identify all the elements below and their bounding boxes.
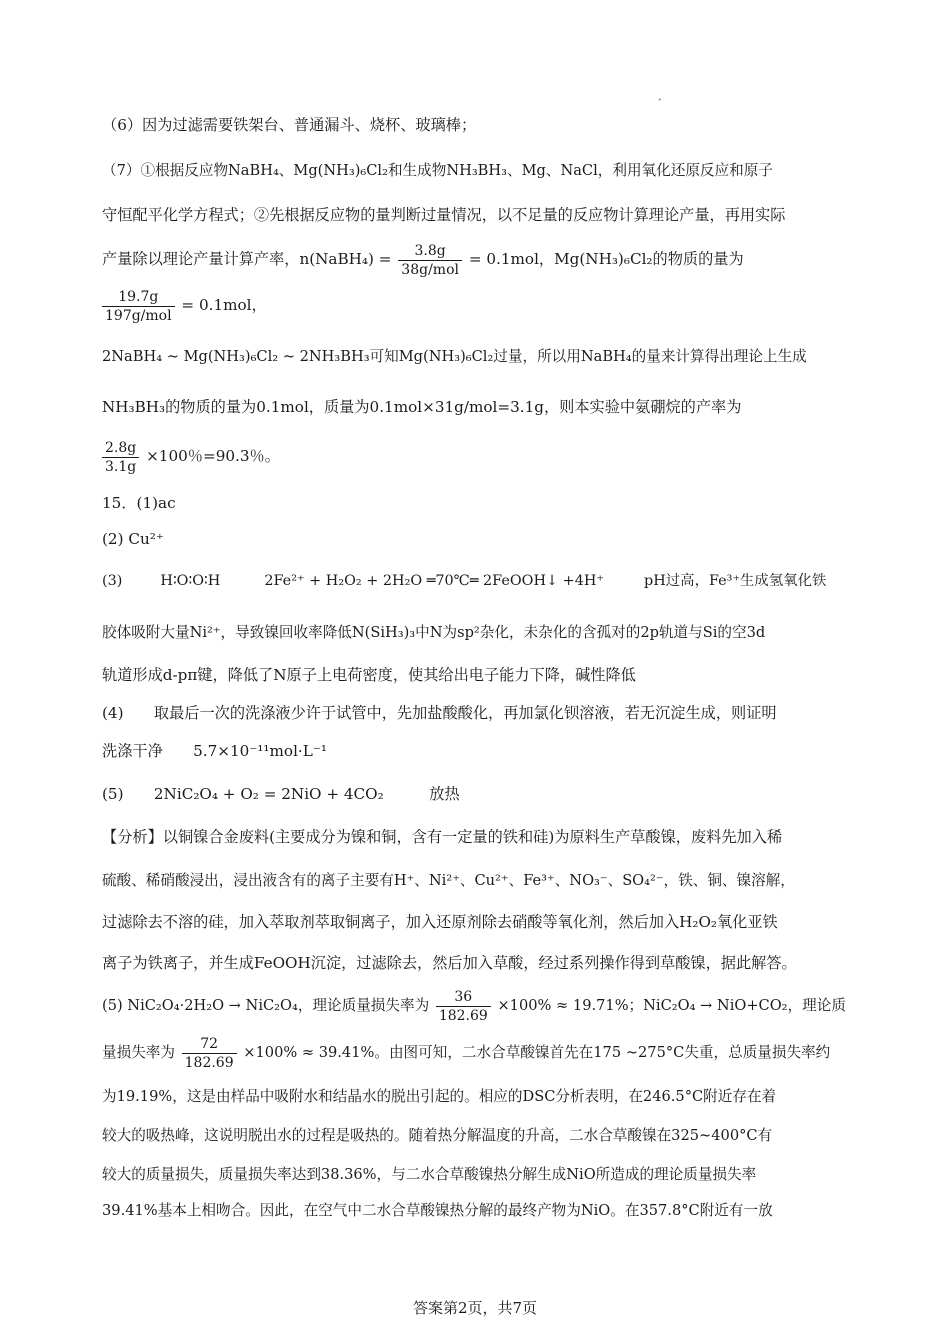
text-segment: = 0.1mol，Mg(NH₃)₆Cl₂的物质的量为 — [468, 250, 744, 268]
denominator: 38g/mol — [401, 261, 459, 278]
line-ratio: 2NaBH₄ ~ Mg(NH₃)₆Cl₂ ~ 2NH₃BH₃可知Mg(NH₃)₆Cl₂过量，所以用NaBH₄的量来计算得出理论上生成 — [102, 348, 807, 365]
analysis-3: 过滤除去不溶的硅，加入萃取剂萃取铜离子，加入还原剂除去硝酸等氧化剂，然后加入H₂O₂氧化亚铁 — [102, 913, 778, 931]
q15-3 — [102, 570, 850, 592]
analysis-7: 为19.19%，这是由样品中吸附水和结晶水的脱出引起的。相应的DSC分析表明，在246.5°C附近存在着 — [102, 1088, 777, 1105]
denominator: 197g/mol — [105, 307, 172, 324]
scan-dot: • — [658, 97, 662, 104]
line-mg-amount — [102, 284, 850, 326]
analysis-10: 39.41%基本上相吻合。因此，在空气中二水合草酸镍热分解的最终产物为NiO。在357.8°C附近有一放 — [102, 1202, 773, 1219]
analysis-9: 较大的质量损失，质量损失率达到38.36%，与二水合草酸镍热分解生成NiO所造成的理论质量损失率 — [102, 1166, 757, 1183]
numerator: 19.7g — [102, 288, 175, 307]
fraction — [102, 288, 175, 325]
q15-1: 15．(1)ac — [102, 494, 176, 512]
fraction — [102, 439, 139, 476]
analysis-5 — [102, 984, 850, 1028]
fraction — [398, 242, 462, 279]
denominator: 182.69 — [184, 1054, 234, 1071]
analysis-8: 较大的吸热峰，这说明脱出水的过程是吸热的。随着热分解温度的升高，二水合草酸镍在325~400°C有 — [102, 1127, 773, 1144]
denominator: 3.1g — [105, 458, 137, 475]
analysis-2: 硫酸、稀硝酸浸出，浸出液含有的离子主要有H⁺、Ni²⁺、Cu²⁺、Fe³⁺、NO₃⁻、SO₄²⁻，铁、铜、镍溶解， — [102, 872, 795, 889]
numerator: 2.8g — [102, 439, 139, 458]
numerator: 3.8g — [398, 242, 462, 261]
q15-3-cont2: 轨道形成d-pπ键，降低了N原子上电荷密度，使其给出电子能力下降，碱性降低 — [102, 666, 636, 684]
text-segment: ×100％=90.3％。 — [146, 447, 280, 465]
q15-3-cont: 胶体吸附大量Ni²⁺，导致镍回收率降低N(SiH₃)₃中N为sp²杂化，未杂化的含孤对的2p轨道与Si的空3d — [102, 624, 766, 641]
line-mass: NH₃BH₃的物质的量为0.1mol，质量为0.1mol×31g/mol=3.1g，则本实验中氨硼烷的产率为 — [102, 398, 742, 416]
q15-4-cont: 洗涤干净 5.7×10⁻¹¹mol·L⁻¹ — [102, 742, 327, 760]
text-segment: ×100% ≈ 39.41%。由图可知，二水合草酸镍首先在175 ~275°C失重，总质量损失率约 — [243, 1044, 831, 1061]
text-segment: = 0.1mol， — [181, 296, 267, 314]
analysis-1: 【分析】以铜镍合金废料(主要成分为镍和铜，含有一定量的铁和硅)为原料生产草酸镍，废料先加入稀 — [102, 828, 783, 846]
text-segment: (3) — [102, 573, 123, 589]
analysis-6 — [102, 1031, 850, 1075]
text-segment: ×100% ≈ 19.71%；NiC₂O₄ → NiO+CO₂，理论质 — [497, 997, 846, 1014]
numerator: 36 — [436, 988, 491, 1007]
q15-4: (4) 取最后一次的洗涤液少许于试管中，先加盐酸酸化，再加氯化钡溶液，若无沉淀生成，则证明 — [102, 704, 777, 722]
denominator: 182.69 — [438, 1007, 488, 1024]
page-footer: 答案第2页，共7页 — [412, 1299, 538, 1317]
equation: 2Fe²⁺ + H₂O₂ + 2H₂O ═70℃═ 2FeOOH↓ +4H⁺ — [264, 573, 605, 589]
analysis-4: 离子为铁离子，并生成FeOOH沉淀，过滤除去，然后加入草酸，经过系列操作得到草酸镍，据此解答。 — [102, 954, 797, 972]
fraction — [436, 988, 491, 1025]
text-segment: pH过高，Fe³⁺生成氢氧化铁 — [644, 573, 827, 589]
line-7-cont: 守恒配平化学方程式；②先根据反应物的量判断过量情况，以不足量的反应物计算理论产量，再用实际 — [102, 206, 786, 224]
line-7: （7）①根据反应物NaBH₄、Mg(NH₃)₆Cl₂和生成物NH₃BH₃、Mg、NaCl，利用氧化还原反应和原子 — [102, 162, 773, 179]
numerator: 72 — [182, 1035, 237, 1054]
fraction — [182, 1035, 237, 1072]
q15-5: (5) 2NiC₂O₄ + O₂ = 2NiO + 4CO₂ 放热 — [102, 785, 460, 803]
text-segment: 量损失率为 — [102, 1044, 175, 1061]
q15-2: (2) Cu²⁺ — [102, 530, 164, 548]
text-segment: (5) NiC₂O₄·2H₂O → NiC₂O₄，理论质量损失率为 — [102, 997, 430, 1014]
line-nabh4-amount — [102, 239, 850, 279]
h2o2-electron-formula: H∶O∶O∶H — [160, 573, 221, 589]
line-6: （6）因为过滤需要铁架台、普通漏斗、烧杯、玻璃棒； — [102, 116, 477, 134]
text-segment: 产量除以理论产量计算产率，n(NaBH₄) = — [102, 250, 392, 268]
line-yield — [102, 434, 850, 478]
